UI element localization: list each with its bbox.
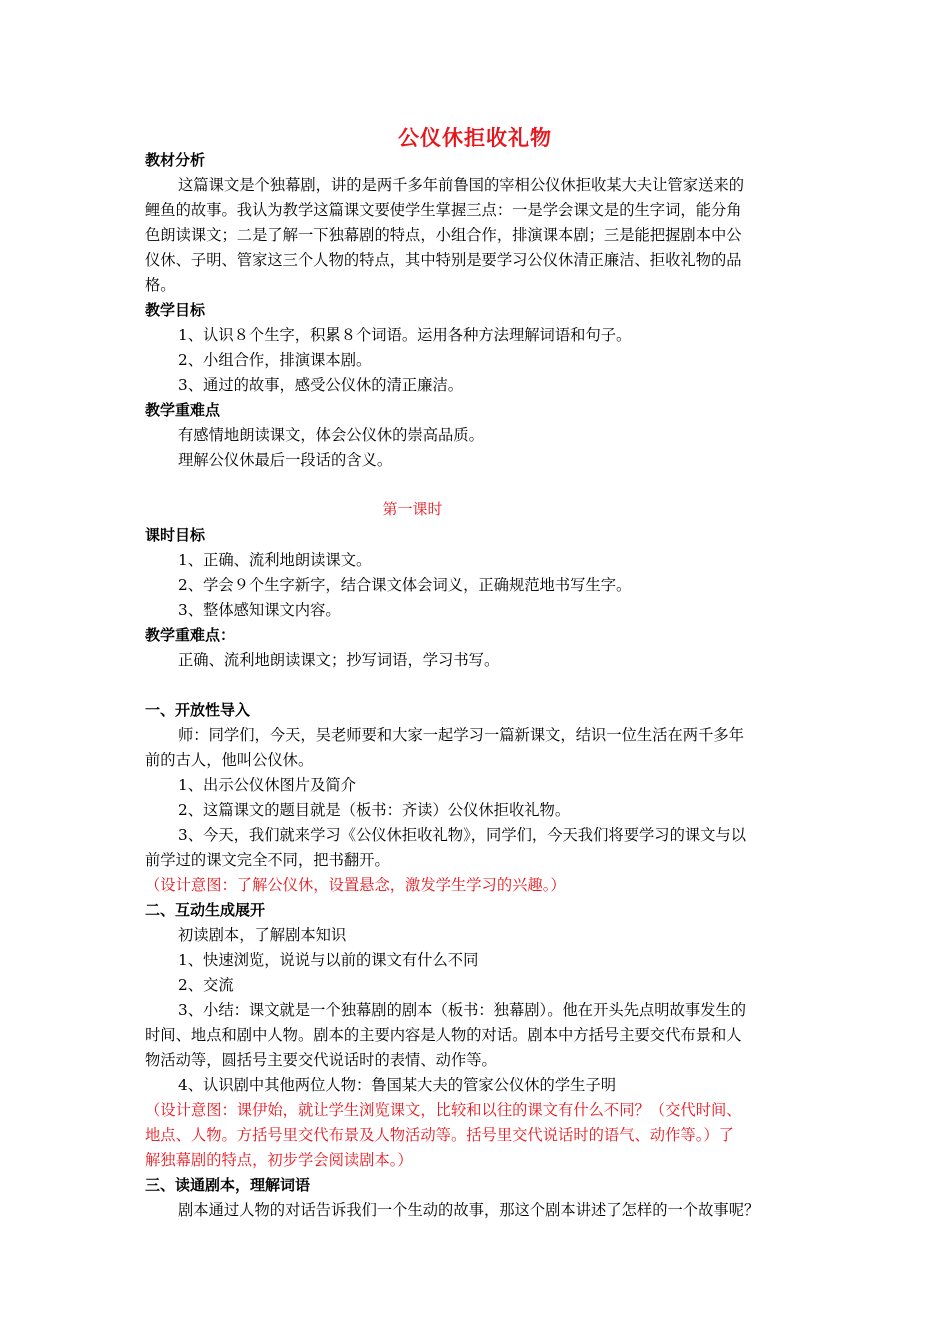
design-intent-note: 解独幕剧的特点，初步学会阅读剧本。） — [145, 1151, 413, 1169]
part-heading-interaction: 二、互动生成展开 — [145, 901, 266, 919]
design-intent-note: （设计意图：课伊始，就让学生浏览课文，比较和以往的课文有什么不同？（交代时间、 — [145, 1101, 742, 1119]
paragraph-line: 格。 — [145, 276, 176, 294]
list-item: 3、整体感知课文内容。 — [178, 601, 341, 619]
part-heading-reading: 三、读通剧本，理解词语 — [145, 1176, 311, 1194]
list-item: 4、认识剧中其他两位人物：鲁国某大夫的管家公仪休的学生子明 — [178, 1076, 617, 1094]
list-item: 1、正确、流利地朗读课文。 — [178, 551, 372, 569]
paragraph-line: 初读剧本，了解剧本知识 — [178, 926, 347, 944]
section-heading-teaching-goals: 教学目标 — [145, 301, 206, 319]
paragraph-line: 鲤鱼的故事。我认为教学这篇课文要使学生掌握三点：一是学会课文是的生字词，能分角 — [145, 201, 742, 219]
list-item: 2、学会９个生字新字，结合课文体会词义，正确规范地书写生字。 — [178, 576, 632, 594]
section-heading-lesson-goals: 课时目标 — [145, 526, 206, 544]
paragraph-line: 时间、地点和剧中人物。剧本的主要内容是人物的对话。剧本中方括号主要交代布景和人 — [145, 1026, 742, 1044]
paragraph-line: 这篇课文是个独幕剧，讲的是两千多年前鲁国的宰相公仪休拒收某大夫让管家送来的 — [178, 176, 744, 194]
lesson-subtitle: 第一课时 — [382, 500, 443, 518]
list-item: 3、通过的故事，感受公仪休的清正廉洁。 — [178, 376, 464, 394]
list-item: 1、出示公仪休图片及简介 — [178, 776, 356, 794]
design-intent-note: 地点、人物。方括号里交代布景及人物活动等。括号里交代说话时的语气、动作等。）了 — [145, 1126, 734, 1144]
paragraph-line: 色朗读课文；二是了解一下独幕剧的特点，小组合作，排演课本剧；三是能把握剧本中公 — [145, 226, 742, 244]
list-item: 1、认识８个生字，积累８个词语。运用各种方法理解词语和句子。 — [178, 326, 632, 344]
paragraph-line: 前的古人，他叫公仪休。 — [145, 751, 314, 769]
design-intent-note: （设计意图：了解公仪休，设置悬念，激发学生学习的兴趣。） — [145, 876, 566, 894]
section-heading-key-points: 教学重难点 — [145, 401, 221, 419]
paragraph-line: 剧本通过人物的对话告诉我们一个生动的故事，那这个剧本讲述了怎样的一个故事呢？ — [178, 1201, 760, 1219]
section-heading-lesson-key-points: 教学重难点： — [145, 626, 236, 644]
list-item: 2、这篇课文的题目就是（板书：齐读）公仪休拒收礼物。 — [178, 801, 571, 819]
list-item: 1、快速浏览，说说与以前的课文有什么不同 — [178, 951, 479, 969]
list-item: 3、今天，我们就来学习《公仪休拒收礼物》，同学们，今天我们将要学习的课文与以 — [178, 826, 747, 844]
list-item: 2、小组合作，排演课本剧。 — [178, 351, 372, 369]
list-item: 正确、流利地朗读课文；抄写词语，学习书写。 — [178, 651, 500, 669]
list-item: 有感情地朗读课文，体会公仪休的崇高品质。 — [178, 426, 484, 444]
section-heading-material-analysis: 教材分析 — [145, 151, 206, 169]
part-heading-intro: 一、开放性导入 — [145, 701, 251, 719]
list-item: 3、小结：课文就是一个独幕剧的剧本（板书：独幕剧）。他在开头先点明故事发生的 — [178, 1001, 747, 1019]
paragraph-line: 物活动等，圆括号主要交代说话时的表情、动作等。 — [145, 1051, 497, 1069]
list-item: 2、交流 — [178, 976, 234, 994]
paragraph-line: 仪休、子明、管家这三个人物的特点，其中特别是要学习公仪休清正廉洁、拒收礼物的品 — [145, 251, 742, 269]
list-item: 理解公仪休最后一段话的含义。 — [178, 451, 393, 469]
document-title: 公仪休拒收礼物 — [398, 126, 552, 150]
paragraph-line: 师：同学们，今天，吴老师要和大家一起学习一篇新课文，结识一位生活在两千多年 — [178, 726, 744, 744]
paragraph-line: 前学过的课文完全不同，把书翻开。 — [145, 851, 390, 869]
